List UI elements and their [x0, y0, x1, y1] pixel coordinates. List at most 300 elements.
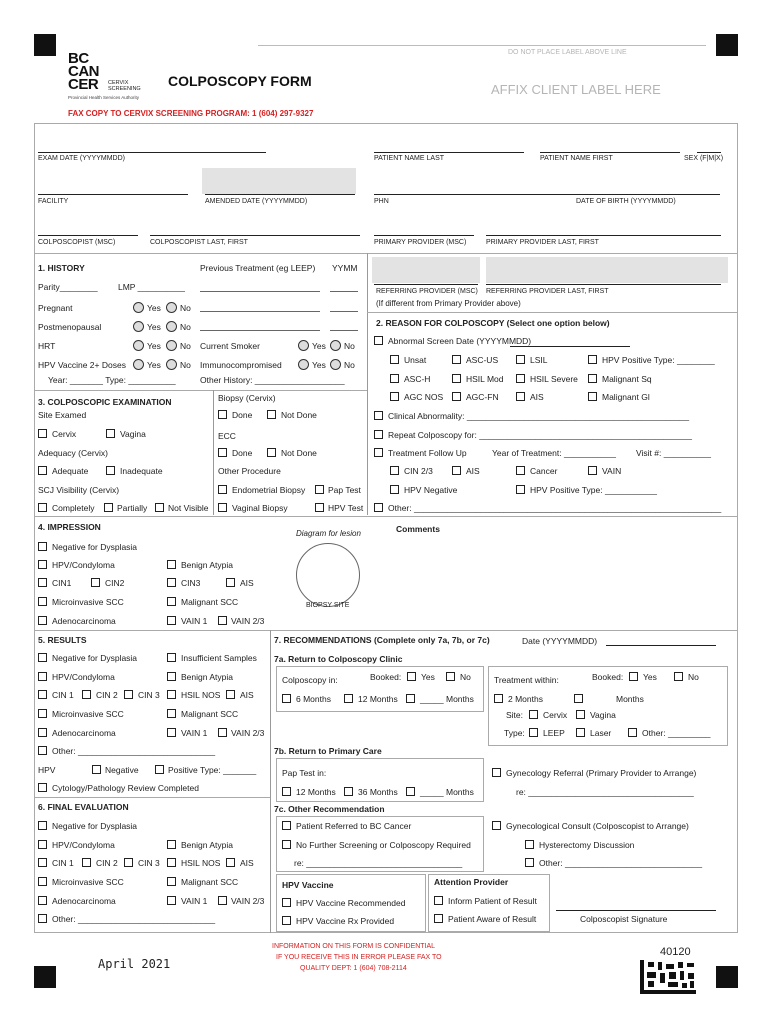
inform-patient-checkbox[interactable]: [434, 896, 443, 905]
fin-malignant-label: Malignant SCC: [181, 877, 239, 887]
treatment-follow-label: Treatment Follow Up: [388, 448, 467, 458]
logo-line-3: CER: [68, 76, 99, 93]
vaccine-recommended-checkbox[interactable]: [282, 898, 291, 907]
gyn-referral-re-field[interactable]: re: ___________________________________: [516, 787, 694, 797]
ecc-done-checkbox[interactable]: [218, 448, 227, 457]
prev-treatment-date-2[interactable]: [330, 311, 358, 312]
endometrial-label: Endometrial Biopsy: [232, 485, 306, 495]
fin-adeno-checkbox[interactable]: [38, 896, 47, 905]
hpv-test-label: HPV Test: [328, 503, 364, 513]
amended-date-label: AMENDED DATE (YYYYMMDD): [205, 198, 308, 205]
inadequate-checkbox[interactable]: [106, 466, 115, 475]
sex-line[interactable]: [697, 152, 721, 153]
booked-no-label-1: No: [460, 672, 471, 682]
not-visible-label: Not Visible: [168, 503, 209, 513]
primary-msc-label: PRIMARY PROVIDER (MSC): [374, 239, 467, 246]
booked-yes-checkbox-1[interactable]: [407, 672, 416, 681]
res-malignant-checkbox[interactable]: [167, 709, 176, 718]
immuno-yes-radio[interactable]: [298, 359, 309, 370]
res-micro-label: Microinvasive SCC: [52, 709, 124, 719]
biopsy-not-done-label: Not Done: [281, 410, 317, 420]
res-hpv-positive-checkbox[interactable]: [155, 765, 164, 774]
hpv-vaccine-no-radio[interactable]: [166, 359, 177, 370]
res-other-checkbox[interactable]: [38, 746, 47, 755]
fin-hpv-checkbox[interactable]: [38, 840, 47, 849]
res-hpv-negative-checkbox[interactable]: [92, 765, 101, 774]
patient-last-line[interactable]: [374, 152, 524, 153]
type-laser-checkbox[interactable]: [576, 728, 585, 737]
other-history-field[interactable]: Other History: ___________________: [200, 375, 345, 385]
fin-hsil-nos-checkbox[interactable]: [167, 858, 176, 867]
clinical-abnormality-checkbox[interactable]: [374, 411, 383, 420]
hrt-yes-radio[interactable]: [133, 340, 144, 351]
divider-results: [34, 630, 738, 631]
fin-vain23-checkbox[interactable]: [218, 896, 227, 905]
vaginal-biopsy-label: Vaginal Biopsy: [232, 503, 288, 513]
res-insufficient-checkbox[interactable]: [167, 653, 176, 662]
impression-heading: 4. IMPRESSION: [38, 522, 101, 532]
postmeno-yes-label: Yes: [147, 322, 161, 332]
unsat-checkbox[interactable]: [390, 355, 399, 364]
registration-mark-bottom-left: [34, 966, 56, 988]
imp-malignant-label: Malignant SCC: [181, 597, 239, 607]
malignant-sq-checkbox[interactable]: [588, 374, 597, 383]
res-malignant-label: Malignant SCC: [181, 709, 239, 719]
prev-treatment-date-1[interactable]: [330, 291, 358, 292]
agc-fn-label: AGC-FN: [466, 392, 499, 402]
cervix-diagram[interactable]: [296, 543, 360, 607]
imp-hpv-label: HPV/Condyloma: [52, 560, 115, 570]
facility-line[interactable]: [38, 194, 188, 195]
prev-treatment-line-1[interactable]: [200, 291, 320, 292]
hsil-severe-checkbox[interactable]: [516, 374, 525, 383]
recommend-7c-heading: 7c. Other Recommendation: [274, 804, 385, 814]
gyn-consult-checkbox[interactable]: [492, 821, 501, 830]
history-heading: 1. HISTORY: [38, 263, 85, 273]
res-negative-label: Negative for Dysplasia: [52, 653, 138, 663]
treatment-months-checkbox[interactable]: [574, 694, 583, 703]
pregnant-label: Pregnant: [38, 303, 73, 313]
exam-date-label: EXAM DATE (YYYYMMDD): [38, 155, 125, 162]
other-procedure-label: Other Procedure: [218, 466, 281, 476]
hpv-negative-checkbox[interactable]: [390, 485, 399, 494]
vaccine-year-type[interactable]: Year: _______ Type: __________: [48, 375, 176, 385]
amended-date-line[interactable]: [205, 194, 355, 195]
thirtysix-months-checkbox[interactable]: [344, 787, 353, 796]
cervix-checkbox[interactable]: [38, 429, 47, 438]
exam-heading: 3. COLPOSCOPIC EXAMINATION: [38, 397, 172, 407]
imp-benign-label: Benign Atypia: [181, 560, 233, 570]
fin-cin1-label: CIN 1: [52, 858, 74, 868]
ecc-not-done-checkbox[interactable]: [267, 448, 276, 457]
results-heading: 5. RESULTS: [38, 635, 87, 645]
res-cin3-checkbox[interactable]: [124, 690, 133, 699]
smoker-yes-label: Yes: [312, 341, 326, 351]
vaginal-biopsy-checkbox[interactable]: [218, 503, 227, 512]
pap-test-checkbox[interactable]: [315, 485, 324, 494]
res-cin1-checkbox[interactable]: [38, 690, 47, 699]
facility-label: FACILITY: [38, 198, 69, 205]
inform-patient-label: Inform Patient of Result: [448, 896, 537, 906]
pregnant-no-radio[interactable]: [166, 302, 177, 313]
twelve-months-checkbox-1[interactable]: [344, 694, 353, 703]
form-version-date: April 2021: [98, 957, 171, 971]
patient-first-label: PATIENT NAME FIRST: [540, 155, 613, 162]
imp-vain23-label: VAIN 2/3: [231, 616, 265, 626]
site-cervix-label: Cervix: [543, 710, 568, 720]
adequate-label: Adequate: [52, 466, 89, 476]
no-further-checkbox[interactable]: [282, 840, 291, 849]
res-hpv-checkbox[interactable]: [38, 672, 47, 681]
recommend-date-line[interactable]: [606, 645, 716, 646]
completely-checkbox[interactable]: [38, 503, 47, 512]
site-label: Site:: [506, 710, 524, 720]
imp-cin3-checkbox[interactable]: [167, 578, 176, 587]
diagram-label: Diagram for lesion: [296, 529, 361, 538]
colpo-msc-line[interactable]: [38, 235, 138, 236]
referring-msc-line[interactable]: [374, 284, 478, 285]
res-insufficient-label: Insufficient Samples: [181, 653, 257, 663]
res-hpv-label: HPV/Condyloma: [52, 672, 115, 682]
postmeno-label: Postmenopausal: [38, 322, 102, 332]
fin-hsil-nos-label: HSIL NOS: [181, 858, 221, 868]
fin-vain1-checkbox[interactable]: [167, 896, 176, 905]
ascus-checkbox[interactable]: [452, 355, 461, 364]
prev-treatment-line-3[interactable]: [200, 330, 320, 331]
imp-vain23-checkbox[interactable]: [218, 616, 227, 625]
confidential-line-1: INFORMATION ON THIS FORM IS CONFIDENTIAL: [272, 943, 436, 950]
type-laser-label: Laser: [590, 728, 612, 738]
hpv-test-checkbox[interactable]: [315, 503, 324, 512]
res-cin2-label: CIN 2: [96, 690, 118, 700]
phn-dob-line[interactable]: [374, 194, 720, 195]
reason-other-checkbox[interactable]: [374, 503, 383, 512]
gyn-referral-label: Gynecology Referral (Primary Provider to Arrange): [506, 768, 697, 778]
lsil-label: LSIL: [530, 355, 548, 365]
res-micro-checkbox[interactable]: [38, 709, 47, 718]
referring-msc-shade: [372, 257, 480, 283]
logo-tagline: Provincial Health Services Authority: [68, 95, 140, 100]
label-line: [258, 45, 706, 46]
site-cervix-checkbox[interactable]: [529, 710, 538, 719]
ecc-not-done-label: Not Done: [281, 448, 317, 458]
fin-cin3-label: CIN 3: [138, 858, 160, 868]
hsil-mod-checkbox[interactable]: [452, 374, 461, 383]
colpo-name-label: COLPOSCOPIST LAST, FIRST: [150, 239, 248, 246]
fin-ais-label: AIS: [240, 858, 254, 868]
gyn-consult-label: Gynecological Consult (Colposcopist to Arrange): [506, 821, 689, 831]
type-other-checkbox[interactable]: [628, 728, 637, 737]
custom-months-label-1: _____ Months: [420, 694, 474, 704]
imp-malignant-checkbox[interactable]: [167, 597, 176, 606]
other-recommend-re-field[interactable]: re: _________________________________: [294, 858, 463, 868]
imp-cin2-label: CIN2: [105, 578, 125, 588]
treatment-follow-checkbox[interactable]: [374, 448, 383, 457]
smoker-no-label: No: [344, 341, 355, 351]
imp-vain1-checkbox[interactable]: [167, 616, 176, 625]
bc-cancer-logo: [68, 50, 141, 100]
res-hpv-row-label: HPV: [38, 765, 56, 775]
pregnant-yes-radio[interactable]: [133, 302, 144, 313]
referring-name-label: REFERRING PROVIDER LAST, FIRST: [486, 288, 609, 295]
cancer-label: Cancer: [530, 466, 558, 476]
divider-impression: [34, 516, 738, 517]
imp-negative-label: Negative for Dysplasia: [52, 542, 138, 552]
ais2-label: AIS: [466, 466, 480, 476]
endometrial-checkbox[interactable]: [218, 485, 227, 494]
signature-label: Colposcopist Signature: [580, 914, 668, 924]
referring-name-shade: [486, 257, 728, 283]
year-treatment-field[interactable]: Year of Treatment: ___________: [492, 448, 616, 458]
imp-hpv-checkbox[interactable]: [38, 560, 47, 569]
patient-aware-checkbox[interactable]: [434, 914, 443, 923]
pap-test-label: Pap Test: [328, 485, 361, 495]
fin-cin2-checkbox[interactable]: [82, 858, 91, 867]
hpv-vaccine-yes-radio[interactable]: [133, 359, 144, 370]
prev-treatment-line-2[interactable]: [200, 311, 320, 312]
fin-hpv-label: HPV/Condyloma: [52, 840, 115, 850]
comments-label: Comments: [396, 524, 440, 534]
hysterectomy-checkbox[interactable]: [525, 840, 534, 849]
unsat-label: Unsat: [404, 355, 427, 365]
custom-months-checkbox-1[interactable]: [406, 694, 415, 703]
not-visible-checkbox[interactable]: [155, 503, 164, 512]
signature-line[interactable]: [556, 910, 716, 911]
colpo-name-line[interactable]: [150, 235, 360, 236]
final-heading: 6. FINAL EVALUATION: [38, 802, 129, 812]
no-further-label: No Further Screening or Colposcopy Required: [296, 840, 471, 850]
res-benign-checkbox[interactable]: [167, 672, 176, 681]
postmeno-yes-radio[interactable]: [133, 321, 144, 332]
res-adeno-label: Adenocarcinoma: [52, 728, 116, 738]
yymm-label: YYMM: [332, 263, 358, 273]
divider-vertical-upper: [367, 253, 368, 515]
fin-other-checkbox[interactable]: [38, 914, 47, 923]
booked-yes-checkbox-2[interactable]: [629, 672, 638, 681]
label-note: DO NOT PLACE LABEL ABOVE LINE: [508, 49, 627, 56]
dob-label: DATE OF BIRTH (YYYYMMDD): [576, 198, 676, 205]
registration-mark-top-right: [716, 34, 738, 56]
hpv-vaccine-heading: HPV Vaccine: [282, 880, 334, 890]
fin-micro-label: Microinvasive SCC: [52, 877, 124, 887]
amended-date-shade: [202, 168, 356, 194]
cervix-label: Cervix: [52, 429, 77, 439]
pregnant-no-label: No: [180, 303, 191, 313]
ecc-done-label: Done: [232, 448, 253, 458]
imp-cin1-checkbox[interactable]: [38, 578, 47, 587]
vagina-checkbox[interactable]: [106, 429, 115, 438]
fin-vain1-label: VAIN 1: [181, 896, 208, 906]
biopsy-done-checkbox[interactable]: [218, 410, 227, 419]
imp-vain1-label: VAIN 1: [181, 616, 208, 626]
agc-nos-checkbox[interactable]: [390, 392, 399, 401]
fin-micro-checkbox[interactable]: [38, 877, 47, 886]
divider-top: [34, 253, 738, 254]
hpv-positive-type-label: HPV Positive Type: ________: [602, 355, 715, 365]
fin-benign-checkbox[interactable]: [167, 840, 176, 849]
res-ais-checkbox[interactable]: [226, 690, 235, 699]
lsil-checkbox[interactable]: [516, 355, 525, 364]
res-vain1-checkbox[interactable]: [167, 728, 176, 737]
form-number: 40120: [660, 946, 691, 958]
partially-label: Partially: [117, 503, 148, 513]
hpv-positive-checkbox[interactable]: [516, 485, 525, 494]
hpv-positive-label: HPV Positive Type: ___________: [530, 485, 657, 495]
postmeno-no-radio[interactable]: [166, 321, 177, 332]
repeat-colposcopy-label: Repeat Colposcopy for: _____________________________________________: [388, 430, 692, 440]
logo-sub-2: SCREENING: [108, 86, 141, 92]
smoker-yes-radio[interactable]: [298, 340, 309, 351]
prev-treatment-label: Previous Treatment (eg LEEP): [200, 263, 316, 273]
adequate-checkbox[interactable]: [38, 466, 47, 475]
biopsy-label: Biopsy (Cervix): [218, 393, 276, 403]
fin-benign-label: Benign Atypia: [181, 840, 233, 850]
hpv-vaccine-no-label: No: [180, 360, 191, 370]
divider-exam-vertical: [213, 390, 214, 515]
type-leep-checkbox[interactable]: [529, 728, 538, 737]
fax-instruction: FAX COPY TO CERVIX SCREENING PROGRAM: 1 (604) 297-9327: [68, 109, 314, 118]
malignant-gl-checkbox[interactable]: [588, 392, 597, 401]
custom-months-checkbox-2[interactable]: [406, 787, 415, 796]
res-negative-checkbox[interactable]: [38, 653, 47, 662]
vaccine-recommended-label: HPV Vaccine Recommended: [296, 898, 406, 908]
lmp-field[interactable]: LMP __________: [118, 282, 185, 292]
two-months-checkbox[interactable]: [494, 694, 503, 703]
gyn-other-label: Other: _____________________________: [539, 858, 703, 868]
type-leep-label: LEEP: [543, 728, 565, 738]
malignant-sq-label: Malignant Sq: [602, 374, 652, 384]
divider-referring: [367, 312, 738, 313]
res-cin1-label: CIN 1: [52, 690, 74, 700]
pap-test-in-label: Pap Test in:: [282, 768, 327, 778]
biopsy-not-done-checkbox[interactable]: [267, 410, 276, 419]
cancer-checkbox[interactable]: [516, 466, 525, 475]
colpo-msc-label: COLPOSCOPIST (MSC): [38, 239, 116, 246]
res-other-label: Other: _____________________________: [52, 746, 216, 756]
fin-cin3-checkbox[interactable]: [124, 858, 133, 867]
thirtysix-months-label: 36 Months: [358, 787, 398, 797]
patient-aware-label: Patient Aware of Result: [448, 914, 537, 924]
vaccine-rx-checkbox[interactable]: [282, 916, 291, 925]
ais-checkbox[interactable]: [516, 392, 525, 401]
primary-name-line[interactable]: [486, 235, 721, 236]
cin23-checkbox[interactable]: [390, 466, 399, 475]
imp-adeno-checkbox[interactable]: [38, 616, 47, 625]
res-cyto-label: Cytology/Pathology Review Completed: [52, 783, 199, 793]
primary-msc-line[interactable]: [374, 235, 474, 236]
booked-yes-label-1: Yes: [421, 672, 435, 682]
fin-adeno-label: Adenocarcinoma: [52, 896, 116, 906]
imp-cin2-checkbox[interactable]: [91, 578, 100, 587]
patient-first-line[interactable]: [540, 152, 680, 153]
res-cin2-checkbox[interactable]: [82, 690, 91, 699]
recommend-date-label: Date (YYYYMMDD): [522, 636, 598, 646]
exam-date-line[interactable]: [38, 152, 266, 153]
fin-negative-checkbox[interactable]: [38, 821, 47, 830]
visit-field[interactable]: Visit #: __________: [636, 448, 711, 458]
logo-sub-1: CERVIX: [108, 80, 129, 86]
abnormal-screen-checkbox[interactable]: [374, 336, 383, 345]
inadequate-label: Inadequate: [120, 466, 163, 476]
fin-malignant-checkbox[interactable]: [167, 877, 176, 886]
asch-checkbox[interactable]: [390, 374, 399, 383]
res-hsil-nos-checkbox[interactable]: [167, 690, 176, 699]
gyn-other-checkbox[interactable]: [525, 858, 534, 867]
fin-cin2-label: CIN 2: [96, 858, 118, 868]
imp-ais-checkbox[interactable]: [226, 578, 235, 587]
res-hsil-nos-label: HSIL NOS: [181, 690, 221, 700]
ais2-checkbox[interactable]: [452, 466, 461, 475]
partially-checkbox[interactable]: [104, 503, 113, 512]
completely-label: Completely: [52, 503, 95, 513]
smoker-no-radio[interactable]: [330, 340, 341, 351]
malignant-gl-label: Malignant Gl: [602, 392, 650, 402]
adequacy-label: Adequacy (Cervix): [38, 448, 108, 458]
res-vain23-checkbox[interactable]: [218, 728, 227, 737]
agc-nos-label: AGC NOS: [404, 392, 444, 402]
imp-benign-checkbox[interactable]: [167, 560, 176, 569]
site-vagina-checkbox[interactable]: [576, 710, 585, 719]
res-vain1-label: VAIN 1: [181, 728, 208, 738]
gyn-referral-checkbox[interactable]: [492, 768, 501, 777]
booked-no-checkbox-2[interactable]: [674, 672, 683, 681]
res-cin3-label: CIN 3: [138, 690, 160, 700]
six-months-checkbox[interactable]: [282, 694, 291, 703]
type-label: Type:: [504, 728, 525, 738]
twelve-months-label-1: 12 Months: [358, 694, 398, 704]
scj-label: SCJ Visibility (Cervix): [38, 485, 120, 495]
imp-micro-checkbox[interactable]: [38, 597, 47, 606]
twelve-months-checkbox-2[interactable]: [282, 787, 291, 796]
res-cyto-checkbox[interactable]: [38, 783, 47, 792]
immuno-no-radio[interactable]: [330, 359, 341, 370]
imp-cin3-label: CIN3: [181, 578, 201, 588]
agc-fn-checkbox[interactable]: [452, 392, 461, 401]
fin-ais-checkbox[interactable]: [226, 858, 235, 867]
referring-name-line[interactable]: [486, 284, 721, 285]
fin-cin1-checkbox[interactable]: [38, 858, 47, 867]
hrt-label: HRT: [38, 341, 56, 351]
asch-label: ASC-H: [404, 374, 431, 384]
res-adeno-checkbox[interactable]: [38, 728, 47, 737]
imp-negative-checkbox[interactable]: [38, 542, 47, 551]
site-vagina-label: Vagina: [590, 710, 616, 720]
smoker-label: Current Smoker: [200, 341, 260, 351]
hrt-no-radio[interactable]: [166, 340, 177, 351]
custom-months-label-2: _____ Months: [420, 787, 474, 797]
res-vain23-label: VAIN 2/3: [231, 728, 265, 738]
prev-treatment-date-3[interactable]: [330, 330, 358, 331]
abnormal-screen-date-line[interactable]: [510, 346, 630, 347]
vain-checkbox[interactable]: [588, 466, 597, 475]
hpv-negative-label: HPV Negative: [404, 485, 458, 495]
recommend-heading: 7. RECOMMENDATIONS (Complete only 7a, 7b, or 7c): [274, 635, 490, 645]
repeat-colposcopy-checkbox[interactable]: [374, 430, 383, 439]
booked-label-1: Booked:: [370, 672, 402, 682]
imp-adeno-label: Adenocarcinoma: [52, 616, 116, 626]
logo-line-2: CAN: [68, 63, 99, 80]
biopsy-site-label: BIOPSY SITE: [306, 602, 350, 609]
sex-label: SEX (F|M|X): [684, 155, 724, 162]
confidential-line-3: QUALITY DEPT: 1 (604) 708-2114: [300, 965, 407, 972]
parity-field[interactable]: Parity________: [38, 282, 98, 292]
immuno-yes-label: Yes: [312, 360, 326, 370]
form-title: COLPOSCOPY FORM: [168, 73, 312, 89]
cin23-label: CIN 2/3: [404, 466, 433, 476]
hpv-positive-type-checkbox[interactable]: [588, 355, 597, 364]
referred-bc-checkbox[interactable]: [282, 821, 291, 830]
booked-no-checkbox-1[interactable]: [446, 672, 455, 681]
